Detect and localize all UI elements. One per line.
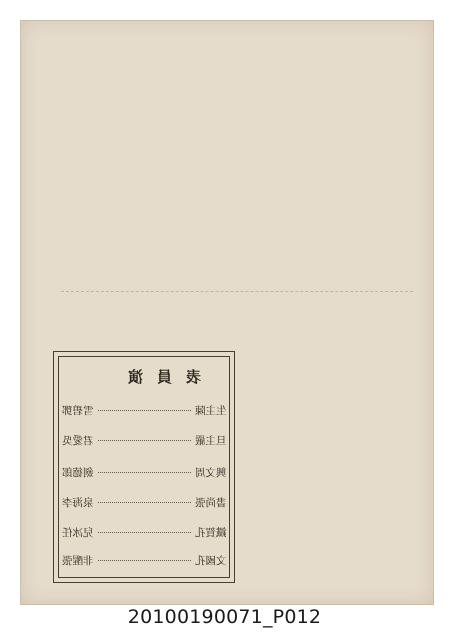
cast-row (62, 552, 226, 568)
cast-actor: 雪碧鄧 (62, 404, 94, 417)
leader-dots (98, 560, 191, 561)
archive-id-caption: 20100190071_P012 (127, 606, 322, 628)
cast-row (62, 464, 226, 480)
cast-actor: 君愛吳 (62, 434, 94, 447)
cast-row (62, 494, 226, 510)
cast-row (62, 524, 226, 540)
document-page (20, 20, 434, 605)
cast-list-box (53, 351, 235, 583)
body-text-upper (51, 51, 423, 281)
cast-row (62, 402, 226, 418)
leader-dots (98, 440, 191, 441)
cast-actor: 劍德郎 (62, 466, 94, 479)
cast-actor: 泉海李 (62, 496, 94, 509)
leader-dots (98, 532, 191, 533)
cast-actor: 兒冰任 (62, 526, 94, 539)
cast-role: 興文周 (194, 466, 226, 479)
cast-role: 書尚張 (194, 496, 226, 509)
cast-role: 文國孔 (194, 554, 226, 567)
cast-role: 旦主嚴 (194, 434, 226, 447)
cast-role: 鐵賀孔 (194, 526, 226, 539)
leader-dots (98, 472, 191, 473)
cast-list-title: 表員演 (114, 368, 202, 386)
leader-dots (98, 410, 191, 411)
cast-row (62, 432, 226, 448)
section-divider (61, 291, 413, 292)
leader-dots (98, 502, 191, 503)
body-text-lower (243, 307, 423, 597)
cast-actor: 非醒張 (62, 554, 94, 567)
cast-role: 生主陳 (194, 404, 226, 417)
